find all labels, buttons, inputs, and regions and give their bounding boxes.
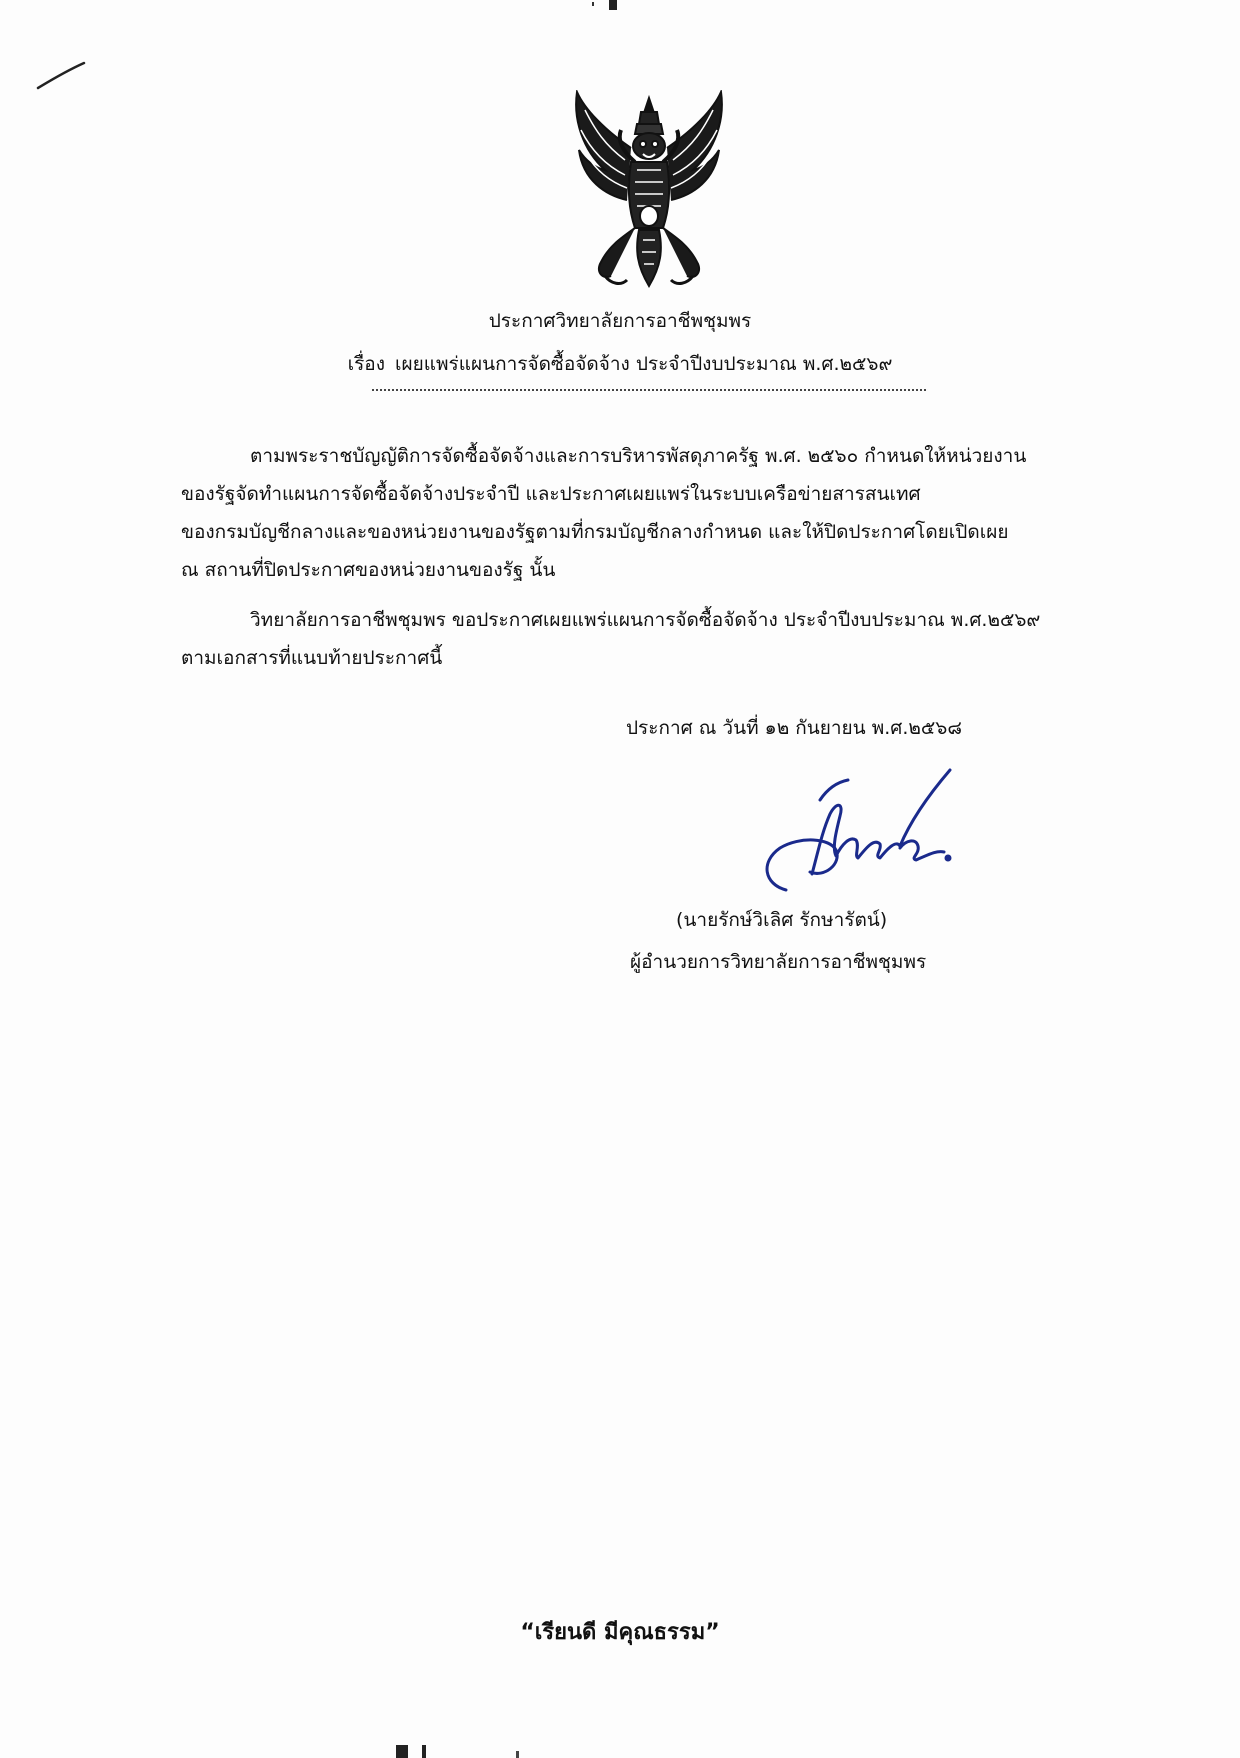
college-motto: “เรียนดี มีคุณธรรม”	[520, 1620, 720, 1645]
announcement-date: ประกาศ ณ วันที่ ๑๒ กันยายน พ.ศ.๒๕๖๘	[626, 717, 962, 739]
subject-label: เรื่อง	[347, 353, 385, 375]
announcement-title: ประกาศวิทยาลัยการอาชีพชุมพร	[488, 310, 752, 332]
handwritten-signature-icon	[750, 752, 980, 902]
paragraph-1-line: ณ สถานที่ปิดประกาศของหน่วยงานของรัฐ นั้น	[181, 559, 556, 581]
signer-title: ผู้อำนวยการวิทยาลัยการอาชีพชุมพร	[630, 951, 927, 973]
paragraph-2-line: วิทยาลัยการอาชีพชุมพร ขอประกาศเผยแพร่แผนการจัดซื้อจัดจ้าง ประจำปีงบประมาณ พ.ศ.๒๕๖๙	[250, 609, 1041, 631]
body-paragraph-1	[181, 437, 1111, 589]
scan-top-mark	[592, 0, 622, 12]
signer-name: (นายรักษ์วิเลิศ รักษารัตน์)	[676, 909, 888, 931]
scan-bottom-mark	[396, 1745, 536, 1758]
paragraph-1-line: ตามพระราชบัญญัติการจัดซื้อจัดจ้างและการบริหารพัสดุภาครัฐ พ.ศ. ๒๕๖๐ กำหนดให้หน่วยงาน	[250, 445, 1027, 467]
stray-pen-mark	[36, 60, 86, 94]
subject-text: เผยแพร่แผนการจัดซื้อจัดจ้าง ประจำปีงบประมาณ พ.ศ.๒๕๖๙	[394, 353, 893, 375]
paragraph-1-line: ของรัฐจัดทำแผนการจัดซื้อจัดจ้างประจำปี และประกาศเผยแพร่ในระบบเครือข่ายสารสนเทศ	[181, 483, 921, 505]
dotted-separator	[372, 389, 926, 391]
body-paragraph-2	[181, 601, 1111, 677]
announcement-subject	[0, 350, 1240, 378]
paragraph-2-line: ตามเอกสารที่แนบท้ายประกาศนี้	[181, 647, 443, 669]
garuda-emblem-icon	[565, 90, 733, 290]
paragraph-1-line: ของกรมบัญชีกลางและของหน่วยงานของรัฐตามที่กรมบัญชีกลางกำหนด และให้ปิดประกาศโดยเปิดเผย	[181, 521, 1009, 543]
